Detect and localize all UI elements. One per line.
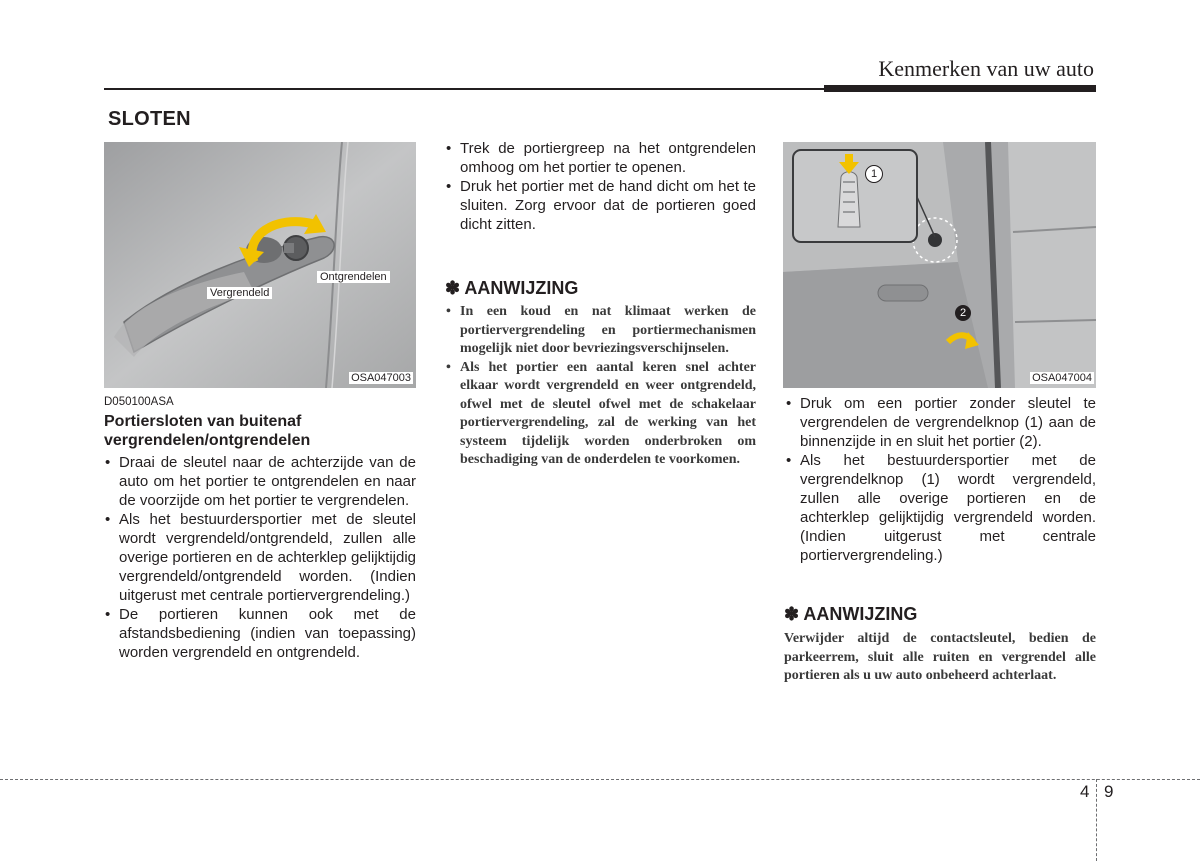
- col2-bullet-list: [445, 139, 756, 234]
- section-title: SLOTEN: [108, 108, 191, 130]
- header-rule: [104, 88, 824, 90]
- footer-dashed-divider: [1096, 779, 1097, 861]
- page-section-number: 4: [1080, 782, 1090, 801]
- subheading: Portiersloten van buitenaf vergrendelen/ontgrendelen: [104, 413, 311, 449]
- page-number: 9: [1104, 782, 1114, 801]
- reference-code: D050100ASA: [104, 396, 174, 408]
- list-item: • De portieren kunnen ook met de afstandsbediening (indien van toepassing) worden vergrendeld en ontgrendeld.: [104, 605, 416, 662]
- running-header-title: Kenmerken van uw auto: [878, 56, 1094, 81]
- door-handle-illustration: [104, 142, 416, 388]
- callout-2: 2: [955, 305, 971, 321]
- figure-code: OSA047004: [1032, 372, 1092, 384]
- figure-door-key-lock: [104, 142, 416, 388]
- label-unlocked: Ontgrendelen: [317, 271, 390, 283]
- list-item: • Druk het portier met de hand dicht om het te sluiten. Zorg ervoor dat de portieren goed dicht zitten.: [445, 177, 756, 234]
- list-item: • In een koud en nat klimaat werken de portiervergrendeling en portiermechanismen mogelijk niet door bevriezingsverschijnselen.: [445, 303, 756, 359]
- note-heading: ✽ AANWIJZING: [445, 278, 579, 298]
- callout-1: 1: [865, 165, 883, 183]
- list-item: • Als het portier een aantal keren snel achter elkaar wordt vergrendeld en weer ontgrendeld, ofwel met de sleutel ofwel met de schakelaar portiervergrendeling, zal de werking van het systeem tijdelijk worden onderbroken om beschadiging van de onderdelen te voorkomen.: [445, 359, 756, 470]
- header-rule-thick: [824, 85, 1096, 92]
- door-lock-illustration: [783, 142, 1096, 388]
- col3-bullet-list: [785, 394, 1096, 565]
- figure-inside-lock-button: [783, 142, 1096, 388]
- list-item: • Draai de sleutel naar de achterzijde van de auto om het portier te ontgrendelen en naar de voorzijde om het portier te vergrendelen.: [104, 453, 416, 510]
- note-text: Verwijder altijd de contactsleutel, bedien de parkeerrem, sluit alle ruiten en vergrendel alle portieren als u uw auto onbeheerd achterlaat.: [784, 631, 1096, 683]
- list-item: • Druk om een portier zonder sleutel te vergrendelen de vergrendelknop (1) aan de binnenzijde in en sluit het portier (2).: [785, 394, 1096, 451]
- note-heading: ✽ AANWIJZING: [784, 604, 918, 624]
- label-locked: Vergrendeld: [207, 287, 272, 299]
- footer-dashed-rule: [0, 779, 1200, 780]
- note-list: [445, 303, 756, 470]
- list-item: • Trek de portiergreep na het ontgrendelen omhoog om het portier te openen.: [445, 139, 756, 177]
- list-item: • Als het bestuurdersportier met de sleutel wordt vergrendeld/ontgrendeld, zullen alle overige portieren en de achterklep gelijktijdig vergrendeld/ontgrendeld worden. (Indien uitgerust met centrale portiervergrendeling.): [104, 510, 416, 605]
- figure-code: OSA047003: [351, 372, 411, 384]
- col1-bullet-list: [104, 453, 416, 662]
- list-item: • Als het bestuurdersportier met de vergrendelknop (1) wordt vergrendeld, zullen alle overige portieren en de achterklep gelijktijdig vergrendeld worden. (Indien uitgerust met centrale portiervergrendeling.): [785, 451, 1096, 565]
